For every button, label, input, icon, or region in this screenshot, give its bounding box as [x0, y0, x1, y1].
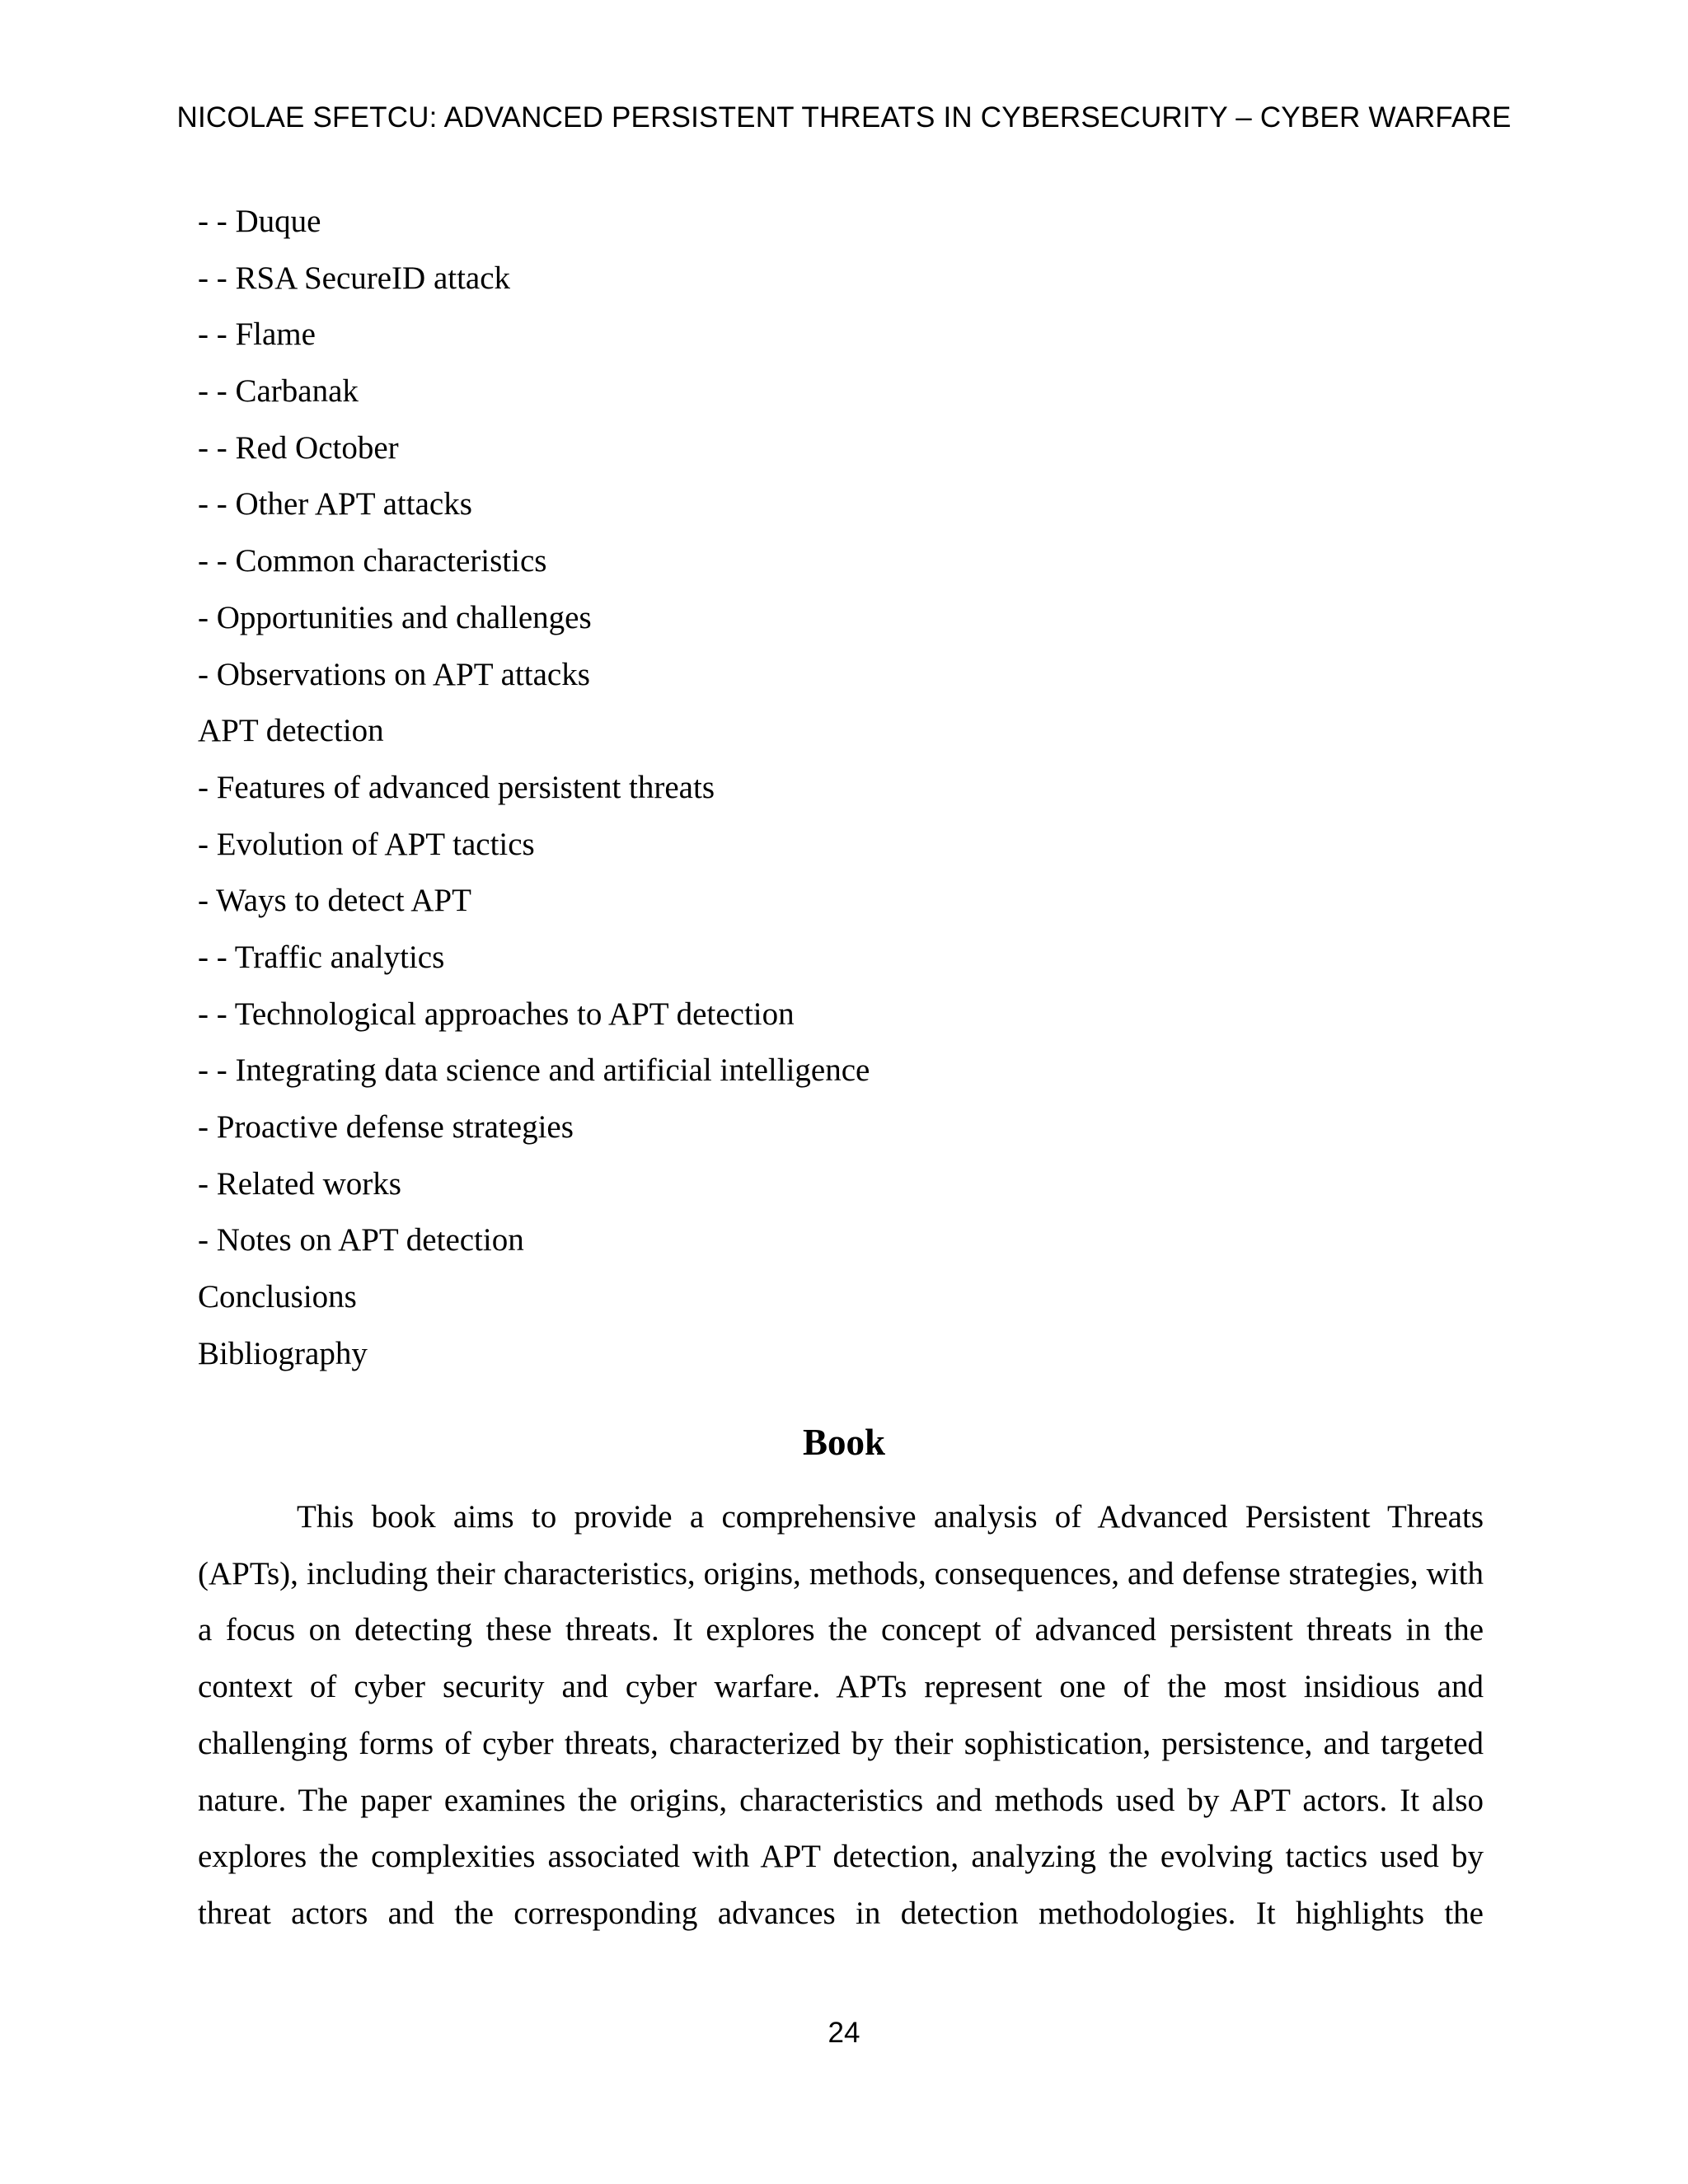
toc-item: - - RSA SecureID attack — [198, 260, 511, 296]
toc-item: - - Red October — [198, 429, 399, 466]
toc-item: - Notes on APT detection — [198, 1222, 524, 1258]
toc-item: - - Duque — [198, 204, 321, 239]
toc-item: Bibliography — [198, 1335, 368, 1371]
toc-item: - Observations on APT attacks — [198, 656, 590, 692]
toc-item: - Ways to detect APT — [198, 883, 471, 919]
running-header: NICOLAE SFETCU: ADVANCED PERSISTENT THREATS IN CYBERSECURITY – CYBER WARFARE — [176, 101, 1512, 134]
toc-item: APT detection — [198, 713, 384, 749]
toc-item: - Evolution of APT tactics — [198, 826, 535, 862]
toc-item: - - Common characteristics — [198, 543, 547, 579]
toc-item: Conclusions — [198, 1279, 357, 1315]
body-paragraph: This book aims to provide a comprehensive analysis of Advanced Persistent Threats (APTs), including their characteristics, origins, methods, consequences, and defense strategies, with a focus on detecting these threats. It explores the concept of advanced persistent threats in the context of cyber security and cyber warfare. APTs represent one of the most insidious and challenging forms of cyber threats, characterized by their sophistication, persistence, and targeted nature. The paper examines the origins, characteristics and methods used by APT actors. It also explores the complexities associated with APT detection, analyzing the evolving tactics used by threat actors and the corresponding advances in detection methodologies. It highlights the — [198, 1499, 1484, 1931]
toc-item: - Related works — [198, 1165, 401, 1202]
toc-item: - - Flame — [198, 316, 316, 353]
toc-item: - - Traffic analytics — [198, 939, 445, 975]
toc-item: - Features of advanced persistent threats — [198, 769, 715, 805]
toc-item: - - Integrating data science and artificial intelligence — [198, 1052, 870, 1089]
toc-item: - Proactive defense strategies — [198, 1109, 574, 1145]
toc-item: - - Other APT attacks — [198, 486, 472, 523]
table-of-contents — [198, 194, 1484, 1382]
toc-item: - - Carbanak — [198, 373, 359, 410]
toc-item: - - Technological approaches to APT detection — [198, 996, 795, 1032]
toc-item: - Opportunities and challenges — [198, 599, 592, 635]
page-number: 24 — [828, 2017, 860, 2049]
section-heading: Book — [802, 1422, 886, 1463]
